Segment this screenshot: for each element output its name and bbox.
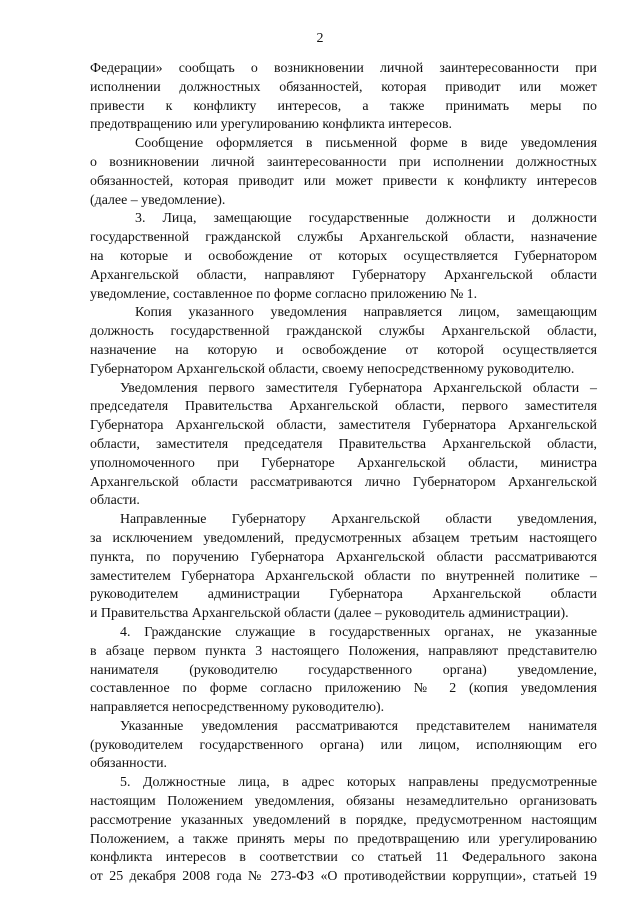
text-line: (руководителем государственного органа) или лицом, исполняющим его [90,737,597,753]
text-line: от 25 декабря 2008 года № 273-ФЗ «О противодействии коррупции», статьей 19 [90,869,597,885]
text-line: должность государственной гражданской службы Архангельской области, [90,324,597,340]
paragraph-governor-review [90,380,597,512]
text-line: нанимателя (руководителю государственного органа) уведомление, [90,662,597,678]
text-line: Сообщение оформляется в письменной форме в виде уведомления [135,136,597,152]
text-line: в абзаце первом пункта 3 настоящего Положения, направляют представителю [90,643,597,659]
paragraph-employer-review [90,718,597,774]
paragraph-clause-5 [90,774,597,887]
page-number: 2 [316,31,324,46]
text-line: конфликта интересов в соответствии со статьей 11 Федерального закона [90,850,597,866]
text-line: назначение на которую и освобождение от которой осуществляется [90,342,597,358]
text-line: Направленные Губернатору Архангельской области уведомления, [120,512,597,528]
text-line: Положением, а также принять меры по предотвращению или урегулированию [90,831,597,847]
text-line: рассмотрение указанных уведомлений в порядке, предусмотренном настоящим [90,812,597,828]
text-line: 3. Лица, замещающие государственные должности и должности [135,211,597,227]
text-line: о возникновении личной заинтересованности при исполнении должностных [90,154,597,170]
text-line: настоящим Положением уведомления, обязаны незамедлительно организовать [90,794,597,810]
text-line: за исключением уведомлений, предусмотренных абзацем третьим настоящего [90,530,597,546]
text-line: обязанности. [90,756,168,772]
paragraph-continuation [90,60,597,135]
text-line: Указанные уведомления рассматриваются представителем нанимателя [120,718,597,734]
text-line: привести к конфликту интересов, а также принимать меры по [90,98,597,114]
text-line: заместителем Губернатора Архангельской области по внутренней политике – [90,568,597,584]
paragraph-administration-review [90,511,597,624]
text-line: государственной гражданской службы Архангельской области, назначение [90,230,597,246]
text-line: обязанностей, которая приводит или может привести к конфликту интересов [90,173,597,189]
text-line: на которые и освобождение от которых осуществляется Губернатором [90,248,597,264]
text-line: (далее – уведомление). [90,192,226,208]
text-line: Копия указанного уведомления направляется лицом, замещающим [135,305,597,321]
text-line: составленное по форме согласно приложению № 2 (копия уведомления [90,681,597,697]
paragraph-copy-notice [90,304,597,379]
document-body [90,60,597,887]
paragraph-notification-form [90,135,597,210]
text-line: и Правительства Архангельской области (далее – руководитель администрации). [90,606,569,622]
text-line: Уведомления первого заместителя Губернатора Архангельской области – [120,380,597,396]
text-line: 5. Должностные лица, в адрес которых направлены предусмотренные [120,775,597,791]
text-line: Губернатором Архангельской области, своему непосредственному руководителю. [90,361,575,377]
text-line: направляется непосредственному руководителю). [90,700,385,716]
text-line: Губернатора Архангельской области, заместителя Губернатора Архангельской [90,418,597,434]
text-line: области, заместителя председателя Правительства Архангельской области, [90,436,597,452]
paragraph-clause-4 [90,624,597,718]
text-line: 4. Гражданские служащие в государственных органах, не указанные [120,624,597,640]
text-line: уведомление, составленное по форме согласно приложению № 1. [90,286,478,302]
text-line: председателя Правительства Архангельской области, первого заместителя [90,399,597,415]
text-line: уполномоченного при Губернаторе Архангельской области, министра [90,455,597,471]
text-line: области. [90,493,140,509]
text-line: Архангельской области рассматриваются лично Губернатором Архангельской [90,474,597,490]
text-line: пункта, по поручению Губернатора Архангельской области рассматриваются [90,549,597,565]
text-line: руководителем администрации Губернатора Архангельской области [90,587,597,603]
text-line: исполнении должностных обязанностей, которая приводит или может [90,79,597,95]
text-line: Архангельской области, направляют Губернатору Архангельской области [90,267,597,283]
text-line: предотвращению или урегулированию конфликта интересов. [90,117,452,133]
text-line: Федерации» сообщать о возникновении личной заинтересованности при [90,61,597,76]
paragraph-clause-3 [90,210,597,304]
